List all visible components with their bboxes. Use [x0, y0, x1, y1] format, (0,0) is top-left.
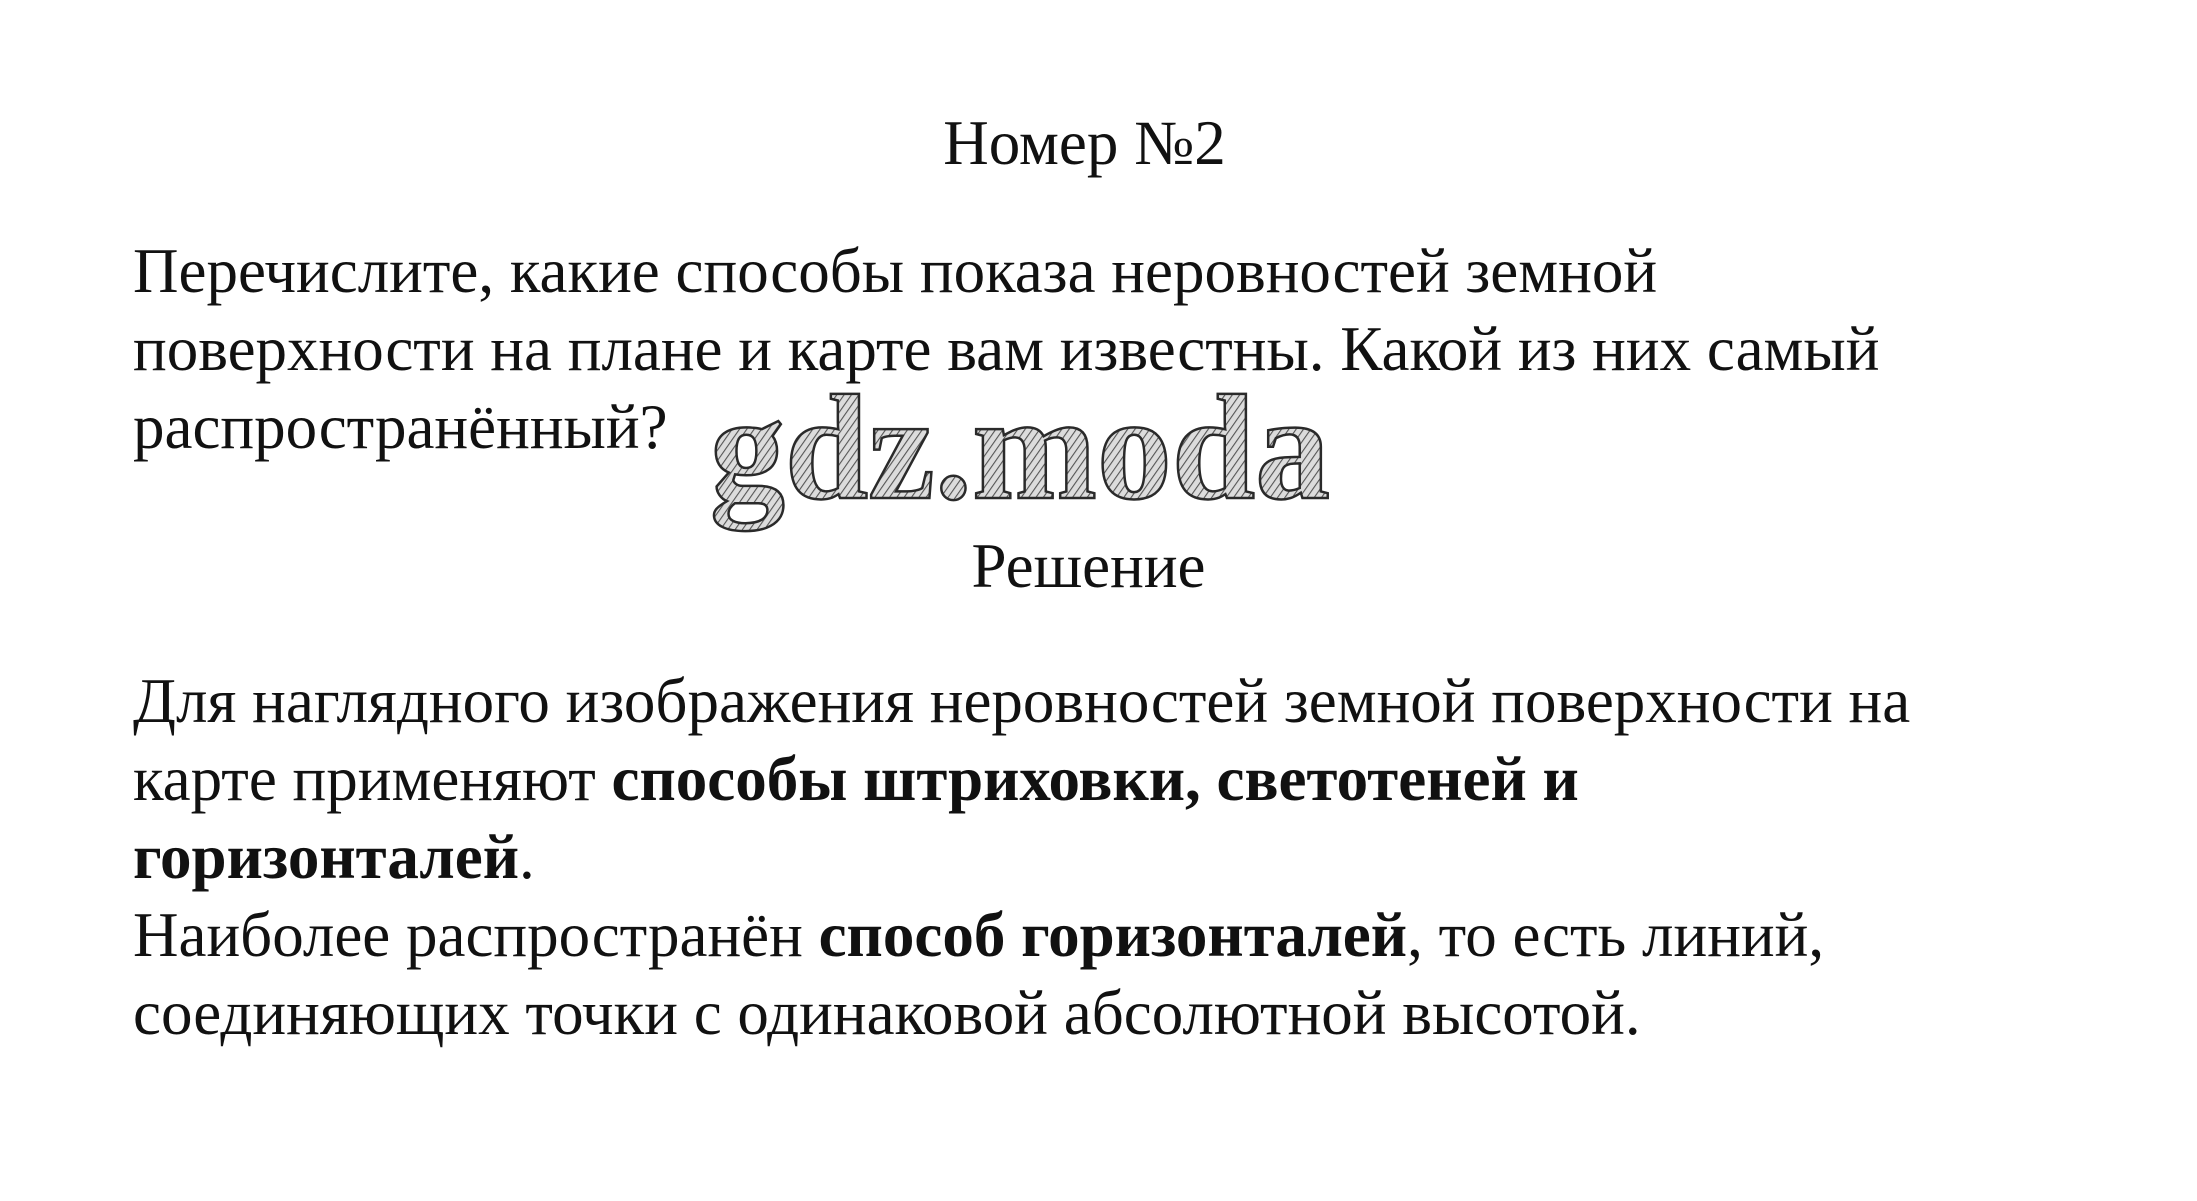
answer-paragraph-2	[133, 896, 2173, 1052]
answer-bold-text: способы штриховки, светотеней и	[611, 744, 1579, 814]
answer-text: .	[519, 822, 535, 892]
task-number-heading: Номер №2	[943, 108, 1226, 178]
gdz-moda-watermark	[700, 380, 1340, 550]
answer-line	[133, 740, 2173, 818]
answer-text: карте применяют	[133, 744, 612, 814]
answer-paragraph-1	[133, 662, 2173, 896]
answer-line: Для наглядного изображения неровностей земной поверхности на	[133, 666, 1911, 736]
answer-text: , то есть линий,	[1407, 900, 1825, 970]
answer-line	[133, 896, 2173, 974]
answer-text: Наиболее распространён	[133, 900, 819, 970]
question-line: поверхности на плане и карте вам известны. Какой из них самый	[133, 314, 1880, 384]
answer-bold-text: способ горизонталей	[818, 900, 1408, 970]
answer-line: соединяющих точки с одинаковой абсолютной высотой.	[133, 978, 1641, 1048]
question-line: распространённый?	[133, 392, 668, 462]
watermark-text: gdz.moda	[710, 380, 1330, 531]
answer-line	[133, 818, 2173, 896]
question-line: Перечислите, какие способы показа неровностей земной	[133, 236, 1658, 306]
solution-heading: Решение	[971, 531, 1206, 601]
answer-bold-text: горизонталей	[133, 822, 519, 892]
